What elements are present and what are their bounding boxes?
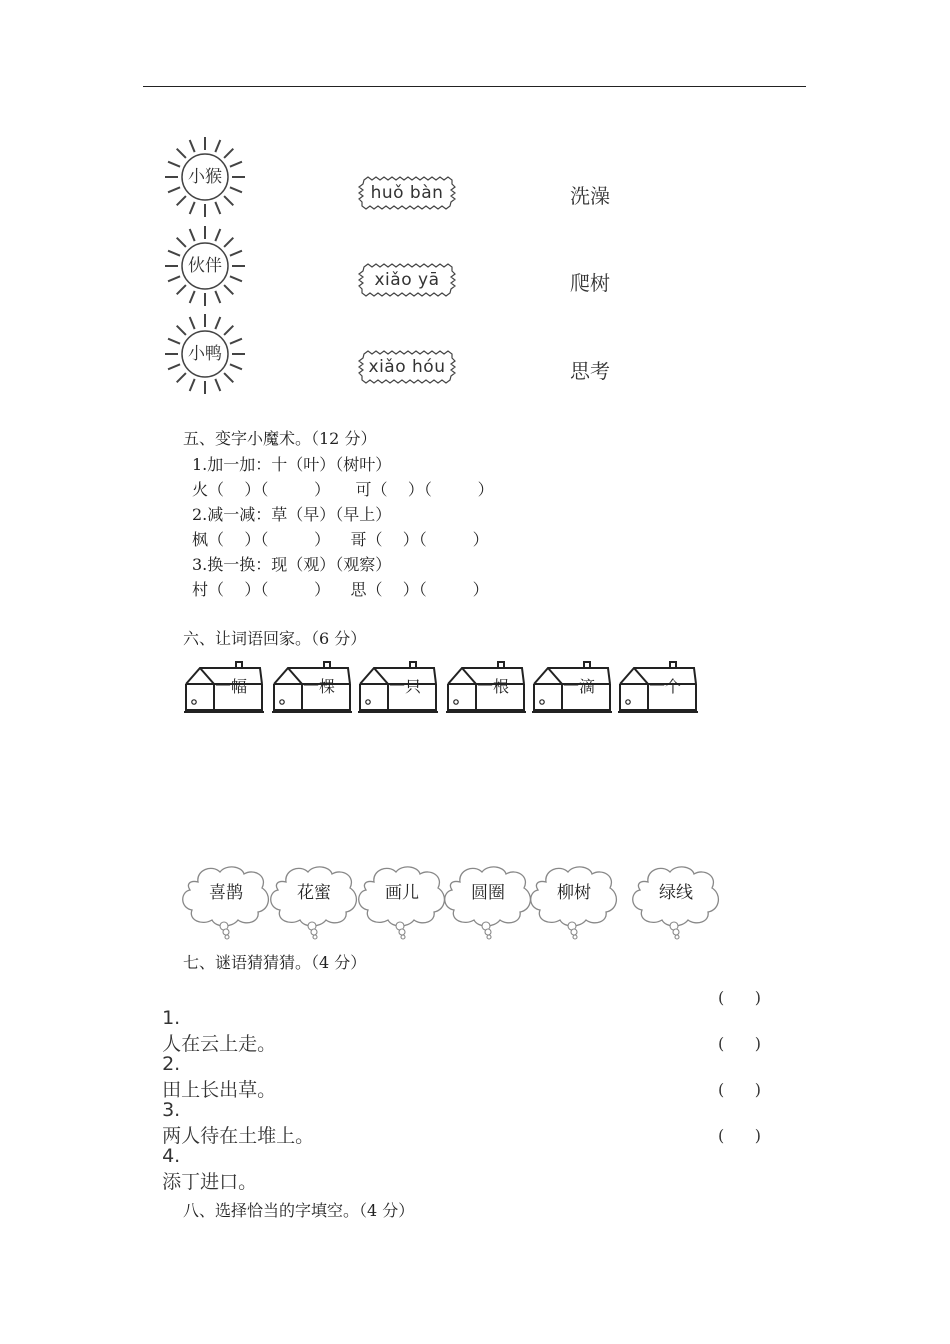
cloud-label: 绿线 — [659, 883, 693, 903]
cloud-label: 圆圈 — [471, 883, 505, 903]
house-card-3 — [358, 660, 438, 712]
house-label: 一只 — [388, 677, 421, 696]
sun-card-2 — [163, 224, 247, 308]
house-label: 一根 — [476, 677, 509, 696]
pinyin-text-2: xiǎo yā — [374, 270, 440, 290]
pinyin-card-1 — [358, 176, 456, 210]
riddle-answer-blank-4[interactable]: ( ) — [718, 1126, 761, 1145]
section5-line-6: 村（ ）（ ） 思（ ）（ ） — [192, 580, 489, 599]
section6-title: 六、让词语回家。（6 分） — [183, 629, 367, 648]
riddle-4 — [150, 1123, 257, 1194]
cloud-card-2 — [268, 862, 360, 938]
cloud-label: 画儿 — [385, 883, 419, 903]
cloud-card-6 — [630, 862, 722, 938]
match-word-2: 爬树 — [570, 271, 610, 295]
riddle-number: 3. — [162, 1099, 181, 1121]
section5-line-2: 火（ ）（ ） 可（ ）（ ） — [192, 480, 494, 499]
riddle-number: 2. — [162, 1053, 181, 1075]
riddle-answer-blank-3[interactable]: ( ) — [718, 1080, 761, 1099]
riddle-number: 1. — [162, 1007, 181, 1029]
match-word-3: 思考 — [570, 359, 610, 383]
section5-line-4: 枫（ ）（ ） 哥（ ）（ ） — [192, 530, 489, 549]
riddle-text: 人在云上走。 — [162, 1033, 277, 1055]
house-card-1 — [184, 660, 264, 712]
pinyin-text-1: huǒ bàn — [370, 183, 444, 203]
riddle-answer-blank-2[interactable]: ( ) — [718, 1034, 761, 1053]
cloud-label: 花蜜 — [297, 883, 331, 903]
house-card-5 — [532, 660, 612, 712]
riddle-text: 两人待在土堆上。 — [162, 1125, 315, 1147]
house-card-2 — [272, 660, 352, 712]
cloud-card-4 — [442, 862, 534, 938]
sun-label: 小猴 — [188, 167, 222, 187]
riddle-answer-blank-1[interactable]: ( ) — [718, 988, 761, 1007]
house-label: 一幅 — [214, 677, 247, 696]
section8-title: 八、选择恰当的字填空。（4 分） — [183, 1201, 415, 1220]
riddle-number: 4. — [162, 1145, 181, 1167]
house-label: 一滴 — [562, 677, 595, 696]
sun-card-1 — [163, 135, 247, 219]
section7-title: 七、谜语猜猜猜。（4 分） — [183, 953, 367, 972]
pinyin-text-3: xiǎo hóu — [368, 357, 446, 377]
riddle-text: 田上长出草。 — [162, 1079, 277, 1101]
sun-card-3 — [163, 312, 247, 396]
house-label: 一个 — [648, 677, 681, 696]
riddle-text: 添丁进口。 — [162, 1171, 258, 1193]
section5-line-3: 2.减一减：草（早）（早上） — [192, 505, 392, 524]
house-card-6 — [618, 660, 698, 712]
cloud-card-1 — [180, 862, 272, 938]
cloud-card-5 — [528, 862, 620, 938]
section5-title: 五、变字小魔术。（12 分） — [183, 429, 377, 448]
match-word-1: 洗澡 — [570, 184, 610, 208]
house-card-4 — [446, 660, 526, 712]
sun-label: 小鸭 — [188, 344, 222, 364]
header-rule — [143, 86, 806, 87]
cloud-label: 喜鹊 — [209, 883, 243, 903]
pinyin-card-3 — [358, 350, 456, 384]
cloud-card-3 — [356, 862, 448, 938]
cloud-label: 柳树 — [557, 883, 591, 903]
pinyin-card-2 — [358, 263, 456, 297]
house-label: 一棵 — [302, 677, 335, 696]
section5-line-1: 1.加一加：十（叶）（树叶） — [192, 455, 392, 474]
sun-label: 伙伴 — [188, 256, 222, 276]
section5-line-5: 3.换一换：现（观）（观察） — [192, 555, 392, 574]
